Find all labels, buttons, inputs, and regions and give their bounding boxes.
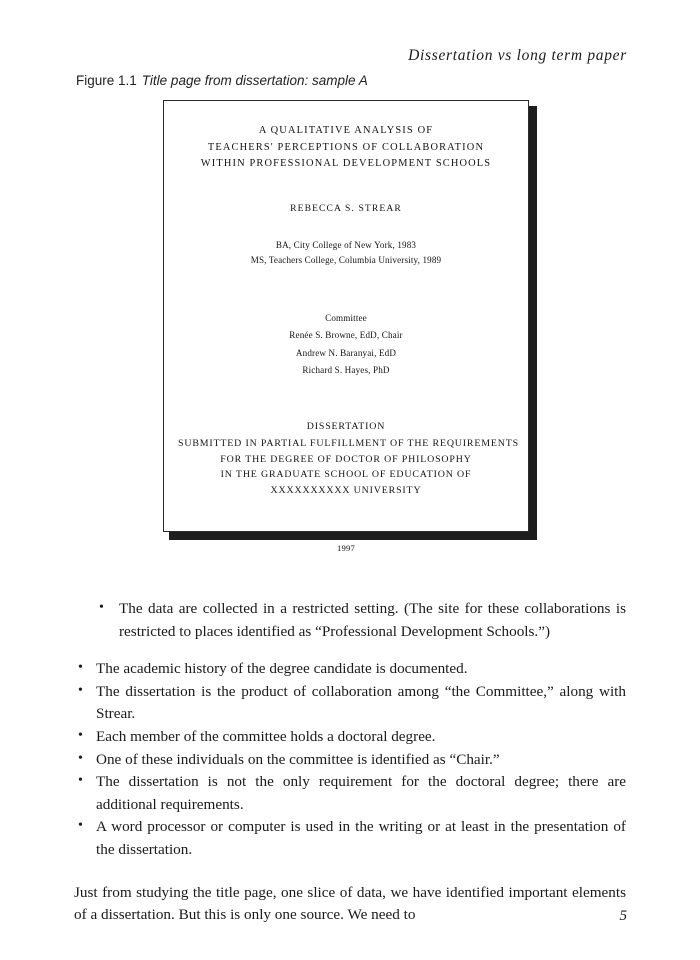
- title-line: A QUALITATIVE ANALYSIS OF: [258, 125, 434, 136]
- committee-member: Andrew N. Baranyai, EdD: [295, 347, 397, 358]
- page-number: 5: [619, 908, 627, 924]
- degree-line: MS, Teachers College, Columbia University, 1989: [250, 254, 442, 265]
- observations-list: [74, 598, 626, 862]
- statement-line: SUBMITTED IN PARTIAL FULFILLMENT OF THE REQUIREMENTS: [178, 438, 519, 449]
- figure-caption-number: Figure 1.1: [76, 73, 137, 88]
- statement-line: XXXXXXXXXX UNIVERSITY: [270, 484, 422, 496]
- statement-line: IN THE GRADUATE SCHOOL OF EDUCATION OF: [220, 469, 472, 480]
- committee-member: Richard S. Hayes, PhD: [302, 365, 390, 375]
- list-item: • The data are collected in a restricted setting. (The site for these collaborations is restricted to places identified as “Professional Development Schools.”): [96, 598, 626, 643]
- title-page-statement: [178, 419, 519, 499]
- committee-heading: Committee: [325, 312, 367, 323]
- figure-caption: [76, 73, 368, 88]
- list-item: • The academic history of the degree candidate is documented.: [74, 658, 626, 681]
- title-page-year: 1997: [337, 543, 355, 553]
- list-item: • The dissertation is not the only requirement for the doctoral degree; there are additional requirements.: [74, 771, 626, 816]
- title-page-title-block: [178, 123, 514, 173]
- running-head: Dissertation vs long term paper: [408, 47, 627, 64]
- title-line: TEACHERS' PERCEPTIONS OF COLLABORATION: [207, 141, 485, 153]
- dissertation-title-page: [163, 100, 529, 553]
- figure-image: [163, 100, 537, 553]
- body-content: [74, 598, 626, 942]
- degree-line: BA, City College of New York, 1983: [275, 239, 417, 250]
- closing-paragraph: Just from studying the title page, one slice of data, we have identified important elements of a dissertation. But this is only one source. We need to: [74, 883, 626, 924]
- title-page-degrees: [178, 238, 514, 268]
- title-line: WITHIN PROFESSIONAL DEVELOPMENT SCHOOLS: [200, 158, 492, 169]
- list-item: • One of these individuals on the committee is identified as “Chair.”: [74, 749, 626, 772]
- list-item: • Each member of the committee holds a doctoral degree.: [74, 726, 626, 749]
- statement-line: DISSERTATION: [306, 420, 386, 432]
- title-page-author: REBECCA S. STREAR: [290, 202, 402, 214]
- title-page-committee: [178, 310, 514, 380]
- list-item: • The dissertation is the product of collaboration among “the Committee,” along with Strear.: [74, 681, 626, 726]
- figure-caption-title: Title page from dissertation: sample A: [141, 73, 368, 88]
- statement-line: FOR THE DEGREE OF DOCTOR OF PHILOSOPHY: [220, 453, 472, 465]
- committee-member: Renée S. Browne, EdD, Chair: [289, 330, 403, 340]
- list-item: • A word processor or computer is used in the writing or at least in the presentation of the dissertation.: [74, 816, 626, 861]
